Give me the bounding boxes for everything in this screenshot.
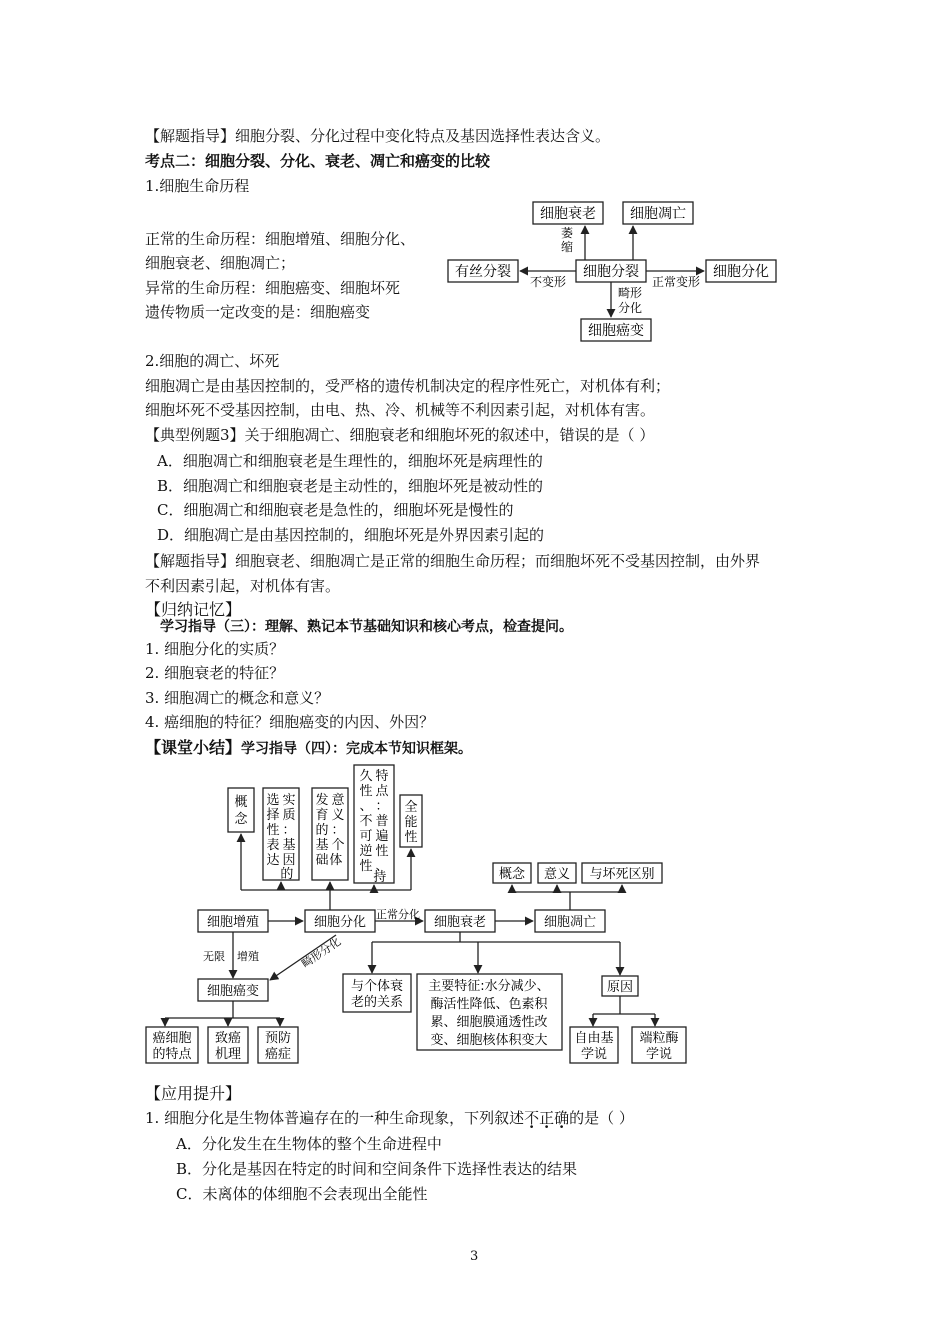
no-deform-label: 不变形: [529, 275, 567, 289]
proliferate-label: 增殖: [237, 950, 259, 963]
necrosis-definition: 细胞坏死不受基因控制，由电、热、冷、机械等不利因素引起，对机体有害。: [145, 401, 656, 419]
abnormal-diff-label: 分化: [617, 301, 643, 315]
cause-label: 原因: [606, 980, 634, 995]
normal-process-line: 细胞衰老、细胞凋亡；: [145, 254, 296, 272]
abnormal-diff-label: 畸形: [617, 286, 643, 300]
normal-process-line: 正常的生命历程：细胞增殖、细胞分化、: [145, 230, 416, 248]
apoptosis-label: 细胞凋亡: [630, 206, 686, 222]
apply-question-text: 1. 细胞分化是生物体普遍存在的一种生命现象，下列叙述: [145, 1109, 525, 1127]
question-item: 1. 细胞分化的实质？: [145, 640, 285, 658]
apply-option-b: B．分化是基因在特定的时间和空间条件下选择性表达的结果: [176, 1160, 578, 1178]
subheading: 2.细胞的凋亡、坏死: [145, 352, 280, 370]
option-c: C．细胞凋亡和细胞衰老是急性的，细胞坏死是慢性的: [157, 501, 514, 519]
guide-three: 学习指导（三）：理解、熟记本节基础知识和核心考点，检查提问。: [160, 619, 573, 635]
essence-text: 实质：基因的 选择性表达: [266, 793, 296, 882]
question-item: 3. 细胞凋亡的概念和意义？: [145, 689, 330, 707]
option-a: A．细胞凋亡和细胞衰老是生理性的，细胞坏死是病理性的: [157, 452, 543, 470]
differentiation-label: 细胞分化: [313, 915, 367, 930]
division-label: 细胞分裂: [583, 264, 639, 280]
apply-title: 【应用提升】: [145, 1084, 242, 1103]
section-title: 考点二：细胞分裂、分化、衰老、凋亡和癌变的比较: [145, 152, 491, 170]
main-features-text: 累、细胞膜通透性改: [430, 1015, 548, 1030]
aging-label: 细胞衰老: [540, 206, 596, 222]
cancer-feature-text: 癌细胞: [152, 1031, 192, 1046]
proliferation-label: 细胞增殖: [206, 915, 260, 930]
shrink-label: 萎: [560, 226, 574, 240]
apply-question: [145, 1108, 634, 1128]
prevent-text: 预防: [264, 1031, 292, 1046]
apply-question-text: 的是（ ）: [569, 1109, 634, 1127]
free-radical-text: 自由基: [574, 1031, 614, 1046]
question-item: 4. 癌细胞的特征？细胞癌变的内因、外因？: [145, 713, 435, 731]
genetic-change-line: 遗传物质一定改变的是：细胞癌变: [145, 303, 371, 321]
body-aging-text: 老的关系: [350, 995, 404, 1010]
concept-h-label: 概念: [498, 867, 526, 882]
meaning-text: 意义：个体 发育的基础: [315, 793, 345, 868]
cell-life-diagram: [440, 190, 790, 350]
subheading: 1.细胞生命历程: [145, 177, 250, 195]
hint-text: 【解题指导】细胞衰老、细胞凋亡是正常的细胞生命历程；而细胞坏死不受基因控制，由外界: [145, 552, 761, 570]
telomere-text: 端粒酶: [639, 1031, 679, 1046]
example-question: 【典型例题3】关于细胞凋亡、细胞衰老和细胞坏死的叙述中，错误的是（ ）: [145, 426, 655, 444]
apply-option-a: A．分化发生在生物体的整个生命进程中: [176, 1135, 442, 1153]
normal-deform-label: 正常变形: [651, 275, 701, 289]
apoptosis-label: 细胞凋亡: [543, 915, 597, 930]
page-number: 3: [470, 1249, 479, 1264]
question-item: 2. 细胞衰老的特征？: [145, 664, 285, 682]
telomere-text: 学说: [645, 1047, 673, 1062]
cancer-label: 细胞癌变: [588, 323, 644, 339]
emphasis-char: 正: [539, 1109, 555, 1127]
option-b: B．细胞凋亡和细胞衰老是主动性的，细胞坏死是被动性的: [157, 477, 544, 495]
summary-title: 【归纳记忆】: [145, 600, 242, 619]
emphasis-char: 不: [524, 1109, 540, 1127]
differentiation-label: 细胞分化: [713, 264, 769, 280]
apoptosis-definition: 细胞凋亡是由基因控制的，受严格的遗传机制决定的程序性死亡，对机体有利；: [145, 377, 671, 395]
knowledge-framework-diagram: [140, 760, 700, 1070]
aging-label: 细胞衰老: [433, 915, 487, 930]
prevent-text: 癌症: [264, 1047, 292, 1062]
features-text: 特点：普遍性、持 久性、不可逆性: [359, 769, 389, 885]
unlimited-label: 无限: [203, 950, 225, 963]
body-aging-text: 与个体衰: [350, 979, 404, 994]
free-radical-text: 学说: [580, 1047, 608, 1062]
hint-text: 【解题指导】细胞分裂、分化过程中变化特点及基因选择性表达含义。: [145, 127, 611, 145]
carcinogen-text: 致癌: [214, 1031, 242, 1046]
main-features-text: 变、细胞核体积变大: [430, 1033, 548, 1048]
hint-text: 不利因素引起，对机体有害。: [145, 577, 341, 595]
cancer-label: 细胞癌变: [206, 984, 260, 999]
class-summary-label: 【课堂小结】: [145, 738, 242, 757]
totipotency-text: 全能性: [404, 800, 418, 845]
necrosis-diff-label: 与坏死区别: [589, 867, 655, 882]
meaning-h-label: 意义: [543, 867, 571, 882]
emphasis-char: 确: [554, 1109, 570, 1127]
apply-option-c: C．未离体的体细胞不会表现出全能性: [176, 1185, 428, 1203]
cancer-feature-text: 的特点: [152, 1047, 192, 1062]
abnormal-diff-label: 畸形分化: [299, 935, 344, 971]
carcinogen-text: 机理: [214, 1047, 242, 1062]
main-features-text: 酶活性降低、色素积: [430, 997, 548, 1012]
abnormal-process-line: 异常的生命历程：细胞癌变、细胞坏死: [145, 279, 401, 297]
mitosis-label: 有丝分裂: [455, 264, 511, 280]
option-d: D．细胞凋亡是由基因控制的，细胞坏死是外界因素引起的: [157, 526, 545, 544]
normal-diff-label: 正常分化: [376, 908, 420, 921]
concept-text: 概念: [234, 795, 248, 827]
main-features-text: 主要特征:水分减少、: [428, 979, 550, 994]
shrink-label: 缩: [560, 240, 574, 254]
guide-four: 学习指导（四）：完成本节知识框架。: [241, 741, 473, 757]
